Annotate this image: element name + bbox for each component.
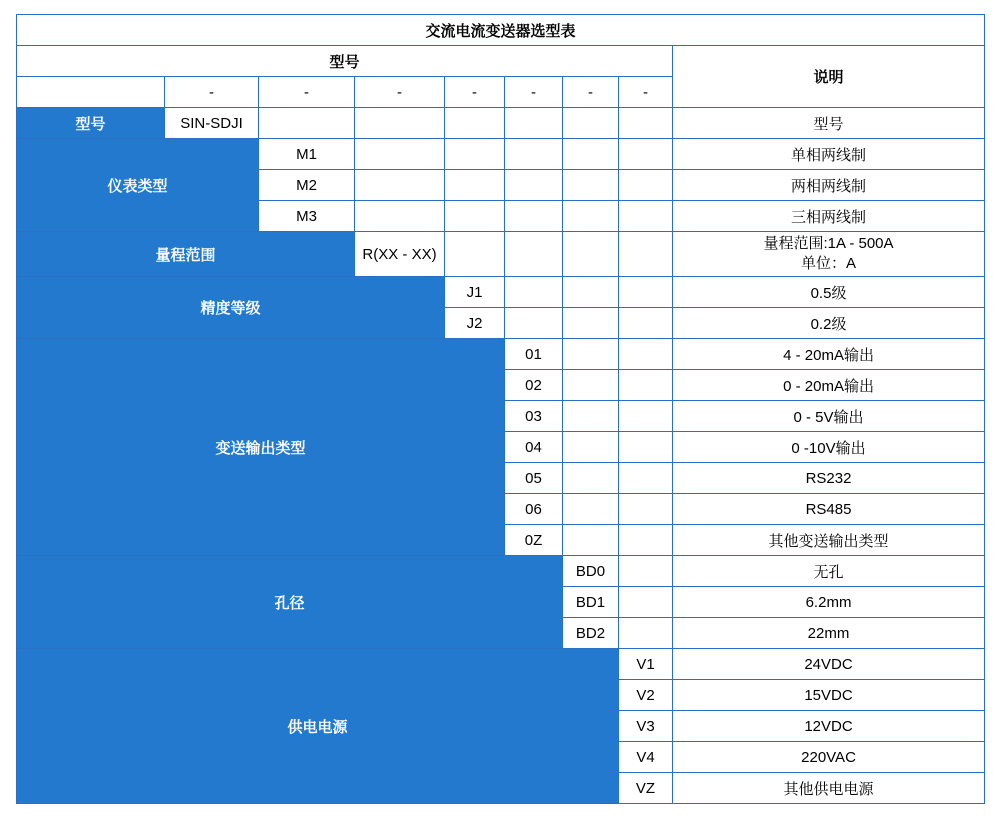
empty-cell: [355, 201, 445, 232]
desc-cell: 0.5级: [673, 277, 985, 308]
category-power-supply: 供电电源: [17, 649, 619, 804]
empty-cell: [619, 277, 673, 308]
desc-cell: 6.2mm: [673, 587, 985, 618]
code-cell: SIN-SDJI: [165, 108, 259, 139]
empty-cell: [563, 401, 619, 432]
desc-cell: 220VAC: [673, 742, 985, 773]
empty-cell: [619, 308, 673, 339]
desc-cell: 型号: [673, 108, 985, 139]
desc-cell: 其他供电电源: [673, 773, 985, 804]
empty-cell: [505, 108, 563, 139]
empty-cell: [563, 463, 619, 494]
empty-cell: [505, 201, 563, 232]
empty-cell: [563, 277, 619, 308]
code-cell: V3: [619, 711, 673, 742]
category-accuracy: 精度等级: [17, 277, 445, 339]
dash-cell-5: -: [505, 77, 563, 108]
code-cell: M1: [259, 139, 355, 170]
empty-cell: [619, 201, 673, 232]
code-cell: 03: [505, 401, 563, 432]
header-desc: 说明: [673, 46, 985, 108]
desc-cell: 其他变送输出类型: [673, 525, 985, 556]
code-cell: J2: [445, 308, 505, 339]
table-row-title: [17, 15, 985, 46]
empty-cell: [619, 525, 673, 556]
category-model: 型号: [17, 108, 165, 139]
code-cell: V4: [619, 742, 673, 773]
empty-cell: [355, 108, 445, 139]
empty-cell: [445, 170, 505, 201]
code-cell: R(XX - XX): [355, 232, 445, 277]
table-row: [17, 649, 985, 680]
desc-cell: 无孔: [673, 556, 985, 587]
desc-cell: 15VDC: [673, 680, 985, 711]
empty-cell: [563, 339, 619, 370]
empty-cell: [619, 170, 673, 201]
empty-cell: [563, 308, 619, 339]
desc-cell-range: [673, 232, 985, 277]
category-range: 量程范围: [17, 232, 355, 277]
empty-cell: [505, 308, 563, 339]
empty-cell: [619, 587, 673, 618]
code-cell: 01: [505, 339, 563, 370]
empty-cell: [563, 170, 619, 201]
header-model: 型号: [17, 46, 673, 77]
code-cell: BD2: [563, 618, 619, 649]
desc-cell: 单相两线制: [673, 139, 985, 170]
empty-cell: [563, 232, 619, 277]
empty-cell: [563, 432, 619, 463]
table-row-header: [17, 46, 985, 77]
category-meter-type: 仪表类型: [17, 139, 259, 232]
empty-cell: [563, 139, 619, 170]
empty-cell: [445, 201, 505, 232]
code-cell: M2: [259, 170, 355, 201]
empty-cell: [563, 370, 619, 401]
code-cell: 05: [505, 463, 563, 494]
desc-cell: 12VDC: [673, 711, 985, 742]
desc-cell: 0.2级: [673, 308, 985, 339]
table-row: [17, 232, 985, 277]
code-cell: VZ: [619, 773, 673, 804]
empty-cell: [259, 108, 355, 139]
empty-cell: [619, 556, 673, 587]
empty-cell: [619, 401, 673, 432]
empty-cell: [619, 370, 673, 401]
empty-cell: [619, 432, 673, 463]
table-row: [17, 139, 985, 170]
code-cell: BD1: [563, 587, 619, 618]
table-title: 交流电流变送器选型表: [17, 15, 985, 46]
desc-cell: 0 - 20mA输出: [673, 370, 985, 401]
desc-cell: 22mm: [673, 618, 985, 649]
empty-cell: [619, 139, 673, 170]
empty-cell: [505, 170, 563, 201]
code-cell: V2: [619, 680, 673, 711]
empty-cell: [563, 525, 619, 556]
empty-cell: [619, 339, 673, 370]
desc-cell: RS485: [673, 494, 985, 525]
empty-cell: [505, 277, 563, 308]
category-output-type: 变送输出类型: [17, 339, 505, 556]
code-cell: 0Z: [505, 525, 563, 556]
dash-cell-7: -: [619, 77, 673, 108]
table-row: [17, 277, 985, 308]
dash-cell-6: -: [563, 77, 619, 108]
code-cell: 06: [505, 494, 563, 525]
code-cell: 02: [505, 370, 563, 401]
code-cell: J1: [445, 277, 505, 308]
empty-cell: [619, 232, 673, 277]
desc-line-2: 单位：A: [801, 255, 857, 272]
code-cell: 04: [505, 432, 563, 463]
dash-cell-2: -: [259, 77, 355, 108]
code-cell: V1: [619, 649, 673, 680]
desc-cell: 三相两线制: [673, 201, 985, 232]
empty-cell: [445, 108, 505, 139]
empty-cell: [355, 139, 445, 170]
table-row: [17, 108, 985, 139]
table-row: [17, 339, 985, 370]
empty-cell: [445, 139, 505, 170]
dash-cell-0: [17, 77, 165, 108]
empty-cell: [563, 494, 619, 525]
empty-cell: [619, 618, 673, 649]
desc-line-1: 量程范围:1A - 500A: [763, 234, 894, 252]
selection-table: [16, 14, 985, 804]
empty-cell: [563, 108, 619, 139]
table-row: [17, 556, 985, 587]
category-aperture: 孔径: [17, 556, 563, 649]
empty-cell: [619, 494, 673, 525]
dash-cell-4: -: [445, 77, 505, 108]
desc-cell: 24VDC: [673, 649, 985, 680]
empty-cell: [619, 108, 673, 139]
empty-cell: [505, 232, 563, 277]
desc-cell: 4 - 20mA输出: [673, 339, 985, 370]
code-cell: BD0: [563, 556, 619, 587]
empty-cell: [355, 170, 445, 201]
dash-cell-3: -: [355, 77, 445, 108]
empty-cell: [619, 463, 673, 494]
desc-cell: 两相两线制: [673, 170, 985, 201]
code-cell: M3: [259, 201, 355, 232]
desc-cell: 0 - 5V输出: [673, 401, 985, 432]
empty-cell: [505, 139, 563, 170]
empty-cell: [563, 201, 619, 232]
desc-cell: RS232: [673, 463, 985, 494]
desc-cell: 0 -10V输出: [673, 432, 985, 463]
empty-cell: [445, 232, 505, 277]
dash-cell-1: -: [165, 77, 259, 108]
